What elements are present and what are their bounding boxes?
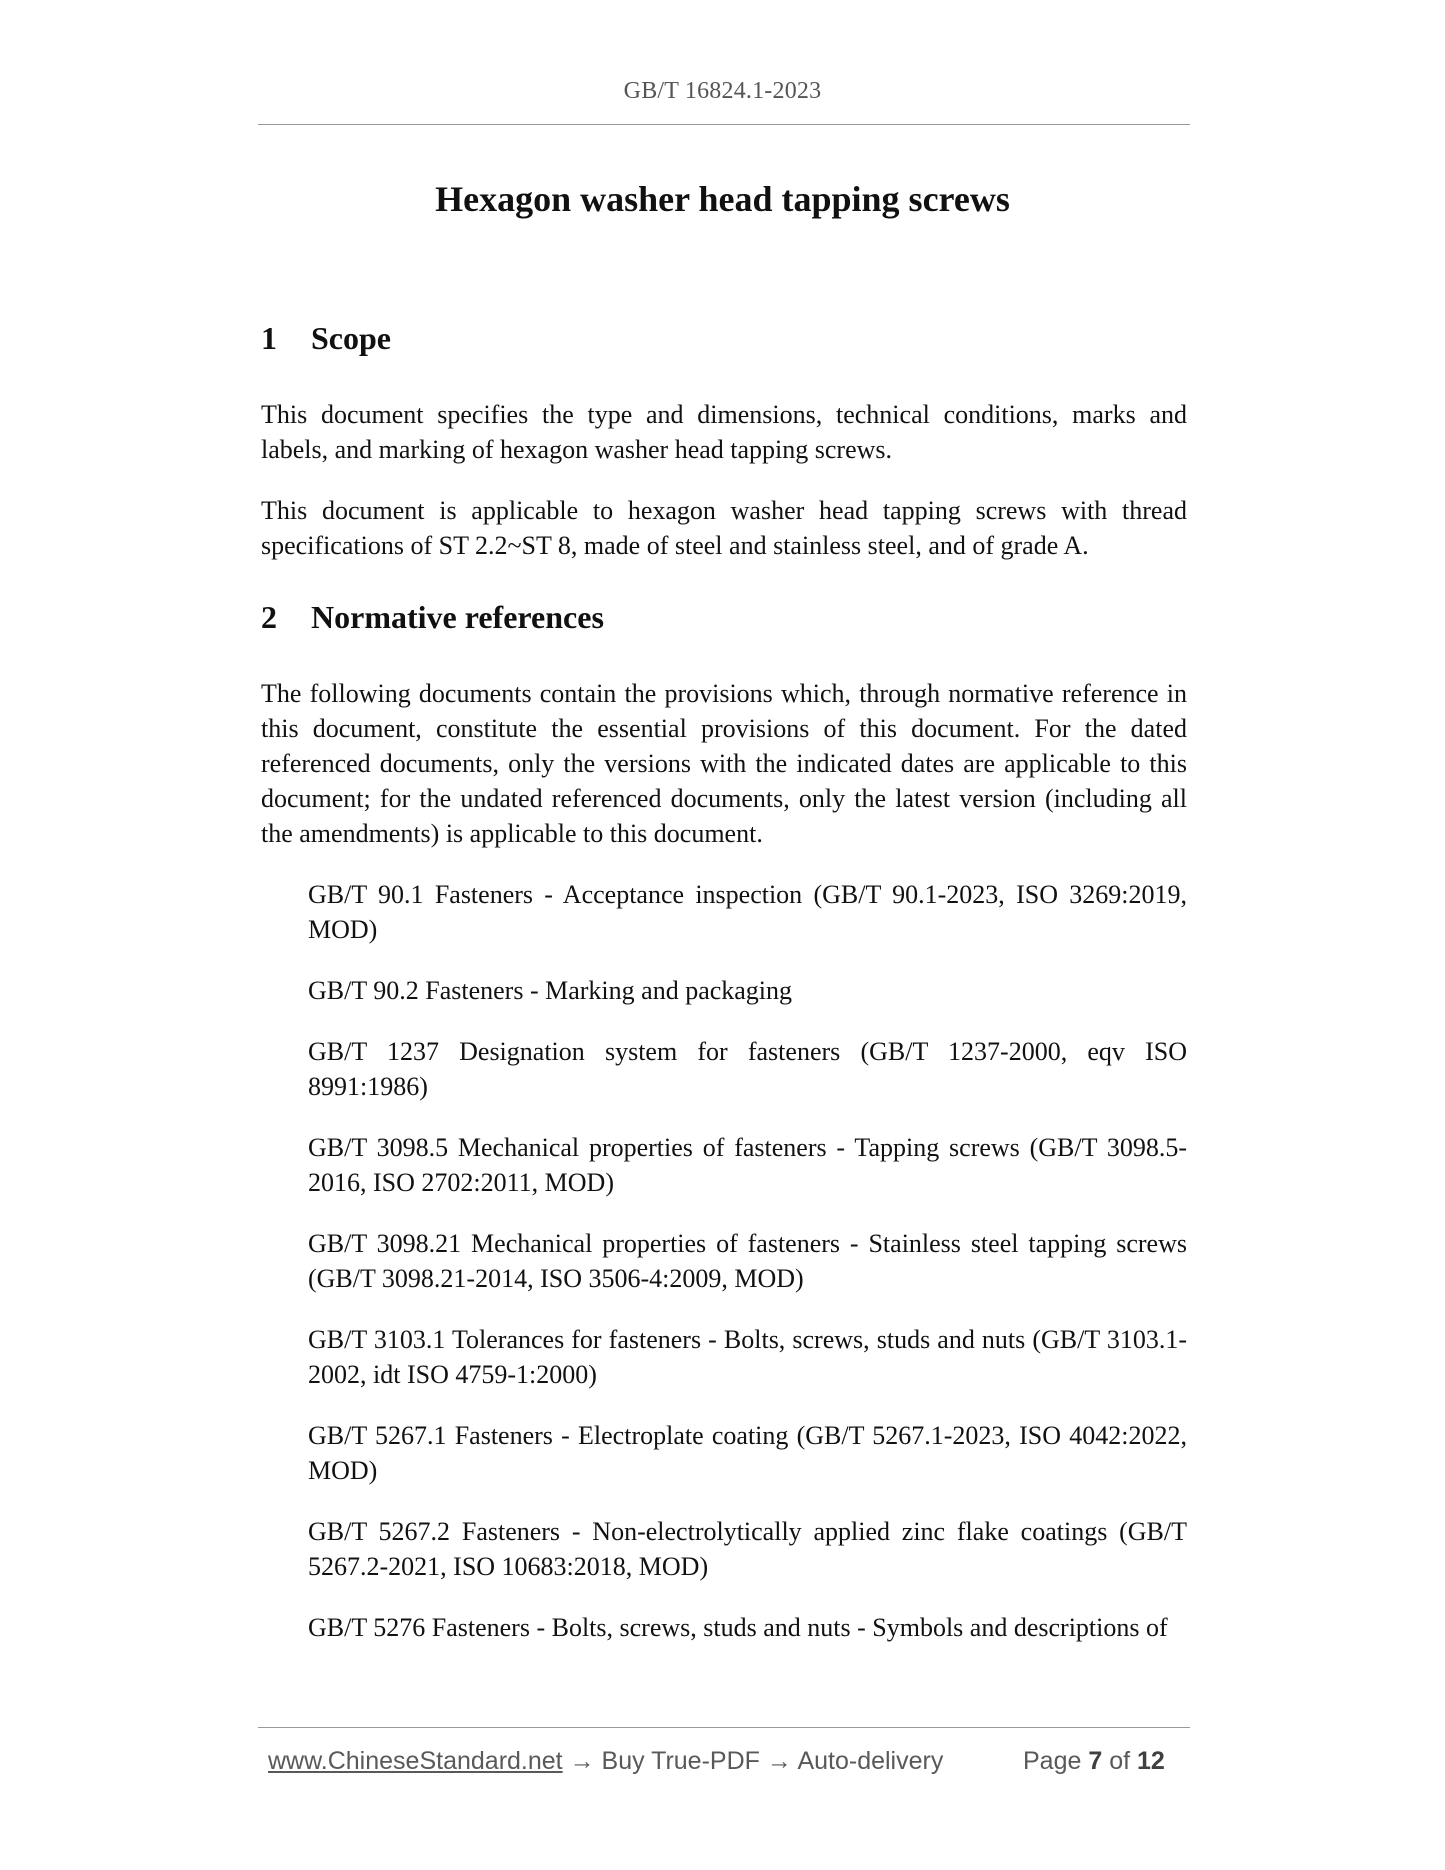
header-divider xyxy=(258,124,1190,125)
footer-buy-text: Buy True-PDF xyxy=(601,1747,760,1775)
footer-delivery-text: Auto-delivery xyxy=(797,1747,944,1775)
reference-item: GB/T 5276 Fasteners - Bolts, screws, studs and nuts - Symbols and descriptions of xyxy=(308,1613,1168,1642)
document-body xyxy=(261,312,1187,1671)
footer-website-link[interactable]: www.ChineseStandard.net xyxy=(268,1747,563,1775)
reference-item: GB/T 1237 Designation system for fasteners (GB/T 1237-2000, eqv ISO 8991:1986) xyxy=(308,1037,1187,1101)
page-title: Hexagon washer head tapping screws xyxy=(435,179,1010,219)
section-heading-normative-references xyxy=(261,591,1187,643)
reference-item: GB/T 3098.21 Mechanical properties of fasteners - Stainless steel tapping screws (GB/T 3098.21-2014, ISO 3506-4:2009, MOD) xyxy=(308,1229,1187,1293)
reference-item: GB/T 90.1 Fasteners - Acceptance inspection (GB/T 90.1-2023, ISO 3269:2019, MOD) xyxy=(308,880,1187,944)
section-title: Scope xyxy=(311,320,391,356)
reference-item: GB/T 5267.1 Fasteners - Electroplate coating (GB/T 5267.1-2023, ISO 4042:2022, MOD) xyxy=(308,1421,1187,1485)
scope-paragraph: This document specifies the type and dimensions, technical conditions, marks and labels, and marking of hexagon washer head tapping screws. xyxy=(261,400,1187,464)
reference-item: GB/T 5267.2 Fasteners - Non-electrolytically applied zinc flake coatings (GB/T 5267.2-2021, ISO 10683:2018, MOD) xyxy=(308,1517,1187,1581)
section-heading-scope xyxy=(261,312,1187,364)
footer-promo xyxy=(268,1747,943,1776)
arrow-right-icon: → xyxy=(569,1747,595,1775)
page-of: of xyxy=(1109,1747,1131,1775)
section-number: 2 xyxy=(261,599,277,635)
reference-item: GB/T 3103.1 Tolerances for fasteners - Bolts, screws, studs and nuts (GB/T 3103.1-2002, idt ISO 4759-1:2000) xyxy=(308,1325,1187,1389)
header-doc-id: GB/T 16824.1-2023 xyxy=(623,78,822,104)
section-number: 1 xyxy=(261,320,277,356)
reference-item: GB/T 3098.5 Mechanical properties of fasteners - Tapping screws (GB/T 3098.5-2016, ISO 2702:2011, MOD) xyxy=(308,1133,1187,1197)
page-indicator xyxy=(1023,1747,1165,1776)
section-title: Normative references xyxy=(311,599,604,635)
page-total: 12 xyxy=(1137,1747,1165,1775)
normative-intro-paragraph: The following documents contain the provisions which, through normative reference in this document, constitute the essential provisions of this document. For the dated referenced documents, only the versions with the indicated dates are applicable to this document; for the undated referenced documents, only the latest version (including all the amendments) is applicable to this document. xyxy=(261,679,1187,848)
page-label: Page xyxy=(1023,1747,1082,1775)
footer-divider xyxy=(258,1727,1190,1728)
arrow-right-icon: → xyxy=(766,1747,792,1775)
reference-list xyxy=(261,877,1187,1645)
reference-item: GB/T 90.2 Fasteners - Marking and packaging xyxy=(308,976,793,1005)
scope-paragraph: This document is applicable to hexagon washer head tapping screws with thread specifications of ST 2.2~ST 8, made of steel and stainless steel, and of grade A. xyxy=(261,496,1187,560)
page-current: 7 xyxy=(1088,1747,1103,1775)
